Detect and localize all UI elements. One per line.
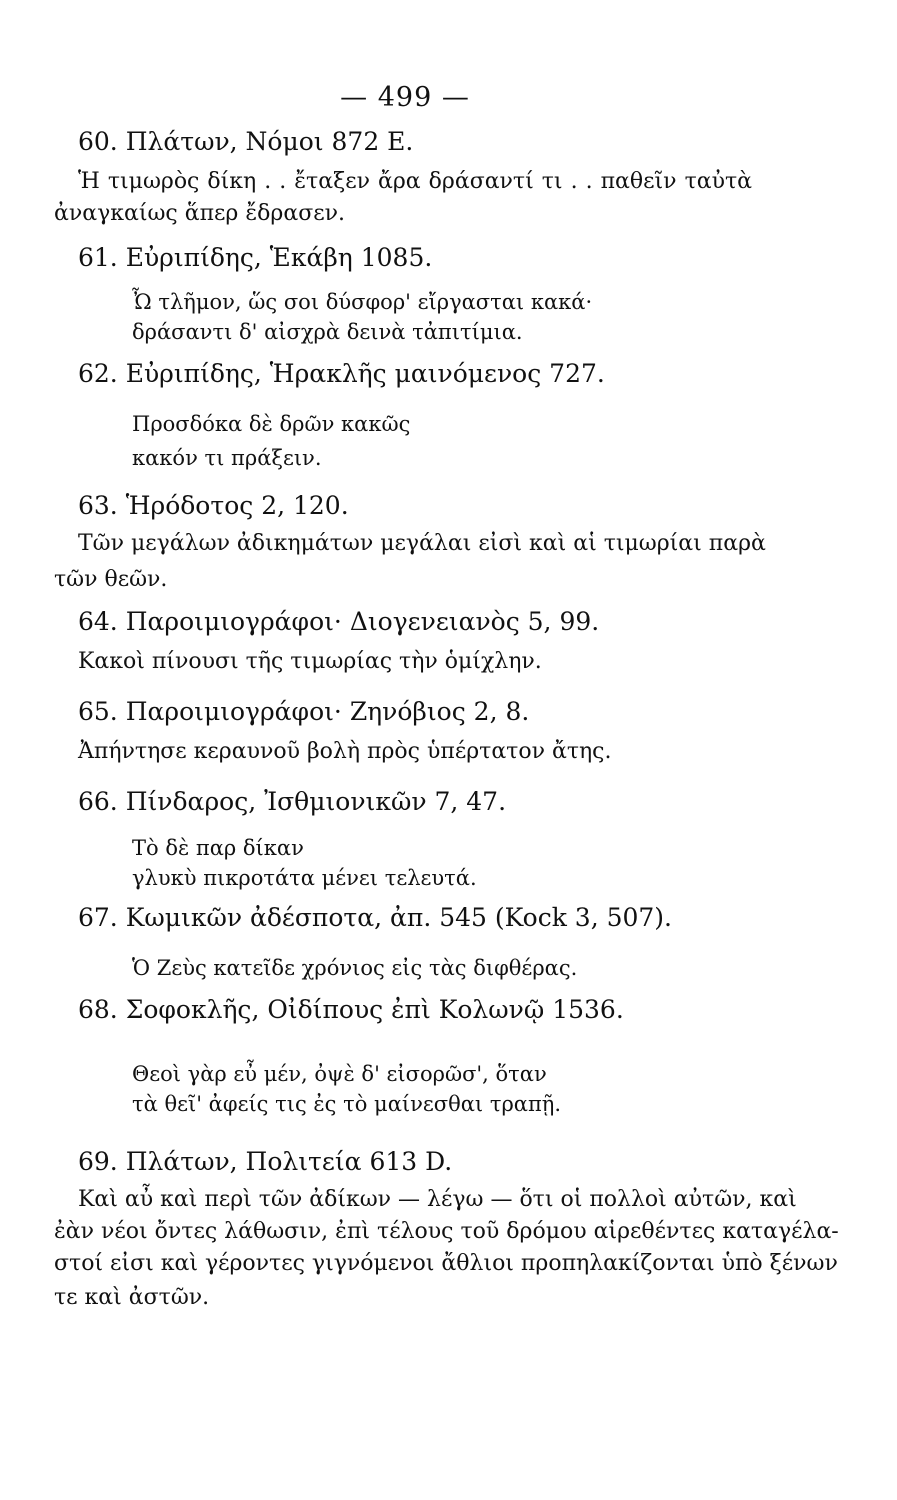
entry-69-text-line-2: ἐὰν νέοι ὄντες λάθωσιν, ἐπὶ τέλους τοῦ δρόμου αἱρεθέντες καταγέλα-	[54, 1219, 839, 1244]
entry-65-text: Ἀπήντησε κεραυνοῦ βολὴ πρὸς ὑπέρτατον ἄτης.	[78, 739, 612, 764]
entry-60-text-line-1: Ἡ τιμωρὸς δίκη . . ἔταξεν ἄρα δράσαντί τι . . παθεῖν ταὐτὰ	[78, 169, 752, 194]
entry-64-heading: 64. Παροιμιογράφοι· Διογενειανὸς 5, 99.	[78, 607, 600, 636]
entry-61-verse-line-2: δράσαντι δ' αἰσχρὰ δεινὰ τἀπιτίμια.	[132, 320, 523, 344]
entry-66-heading: 66. Πίνδαρος, Ἰσθμιονικῶν 7, 47.	[78, 787, 507, 816]
page-number: — 499 —	[340, 82, 470, 113]
entry-68-verse-line-2: τὰ θεῖ' ἀφείς τις ἐς τὸ μαίνεσθαι τραπῇ.	[132, 1092, 562, 1116]
entry-62-verse-line-1: Προσδόκα δὲ δρῶν κακῶς	[132, 412, 411, 436]
entry-69-heading: 69. Πλάτων, Πολιτεία 613 D.	[78, 1147, 453, 1176]
entry-62-verse-line-2: κακόν τι πράξειν.	[132, 446, 322, 470]
entry-66-verse-line-1: Τὸ δὲ παρ δίκαν	[132, 836, 304, 860]
entry-64-text: Κακοὶ πίνουσι τῆς τιμωρίας τὴν ὁμίχλην.	[78, 649, 542, 674]
entry-63-text-line-1: Τῶν μεγάλων ἀδικημάτων μεγάλαι εἰσὶ καὶ αἱ τιμωρίαι παρὰ	[78, 531, 766, 556]
entry-61-verse-line-1: Ὦ τλῆμον, ὥς σοι δύσφορ' εἴργασται κακά·	[132, 290, 593, 314]
entry-60-heading: 60. Πλάτων, Νόμοι 872 Ε.	[78, 127, 414, 156]
entry-63-text-line-2: τῶν θεῶν.	[54, 567, 168, 592]
entry-69-text-line-1: Καὶ αὖ καὶ περὶ τῶν ἀδίκων — λέγω — ὅτι οἱ πολλοὶ αὐτῶν, καὶ	[78, 1187, 797, 1212]
entry-67-verse: Ὁ Ζεὺς κατεῖδε χρόνιος εἰς τὰς διφθέρας.	[132, 956, 578, 980]
entry-69-text-line-4: τε καὶ ἀστῶν.	[54, 1285, 210, 1310]
entry-69-text-line-3: στοί εἰσι καὶ γέροντες γιγνόμενοι ἄθλιοι προπηλακίζονται ὑπὸ ξένων	[54, 1251, 838, 1276]
entry-65-heading: 65. Παροιμιογράφοι· Ζηνόβιος 2, 8.	[78, 697, 530, 726]
entry-61-heading: 61. Εὐριπίδης, Ἑκάβη 1085.	[78, 243, 433, 272]
entry-68-heading: 68. Σοφοκλῆς, Οἰδίπους ἐπὶ Κολωνῷ 1536.	[78, 995, 624, 1024]
entry-68-verse-line-1: Θεοὶ γὰρ εὖ μέν, ὀψὲ δ' εἰσορῶσ', ὅταν	[132, 1062, 547, 1086]
entry-67-heading: 67. Κωμικῶν ἀδέσποτα, ἀπ. 545 (Kock 3, 507).	[78, 903, 673, 932]
entry-63-heading: 63. Ἡρόδοτος 2, 120.	[78, 491, 349, 520]
entry-66-verse-line-2: γλυκὺ πικροτάτα μένει τελευτά.	[132, 866, 477, 890]
entry-62-heading: 62. Εὐριπίδης, Ἡρακλῆς μαινόμενος 727.	[78, 359, 605, 388]
entry-60-text-line-2: ἀναγκαίως ἅπερ ἔδρασεν.	[54, 201, 345, 226]
